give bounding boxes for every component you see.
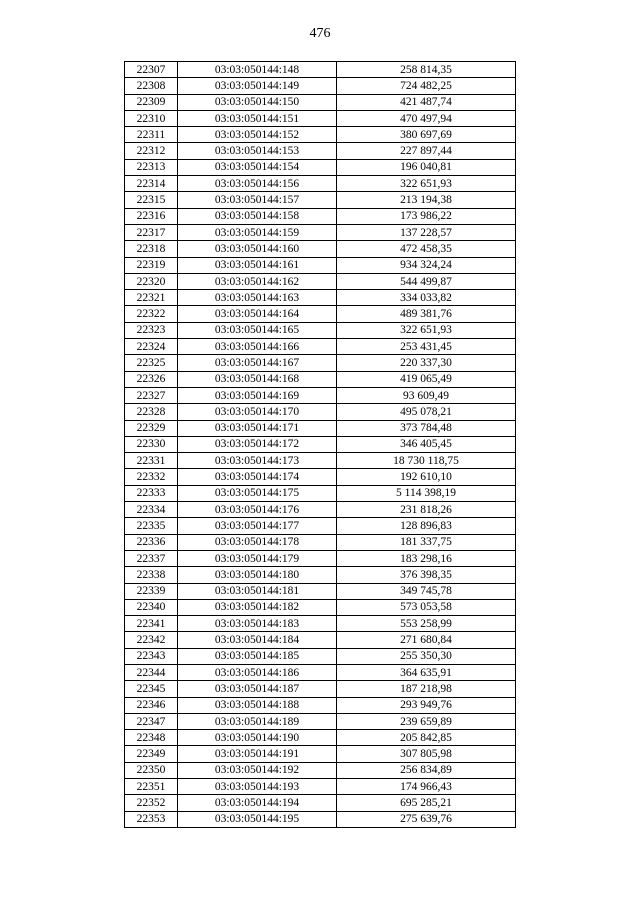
row-number-cell: 22320 <box>125 273 178 289</box>
row-number-cell: 22328 <box>125 404 178 420</box>
cadastral-value-cell: 192 610,10 <box>337 469 516 485</box>
table-row <box>125 632 516 648</box>
table-row <box>125 208 516 224</box>
table-row <box>125 355 516 371</box>
table-row <box>125 648 516 664</box>
row-number-cell: 22333 <box>125 485 178 501</box>
cadastral-value-cell: 220 337,30 <box>337 355 516 371</box>
row-number-cell: 22351 <box>125 779 178 795</box>
table-row <box>125 404 516 420</box>
row-number-cell: 22322 <box>125 306 178 322</box>
cadastral-value-cell: 137 228,57 <box>337 224 516 240</box>
cadastral-number-cell: 03:03:050144:164 <box>178 306 337 322</box>
cadastral-number-cell: 03:03:050144:171 <box>178 420 337 436</box>
cadastral-number-cell: 03:03:050144:180 <box>178 567 337 583</box>
table-row <box>125 795 516 811</box>
table-row <box>125 681 516 697</box>
row-number-cell: 22344 <box>125 664 178 680</box>
cadastral-number-cell: 03:03:050144:163 <box>178 290 337 306</box>
cadastral-value-cell: 255 350,30 <box>337 648 516 664</box>
table-row <box>125 192 516 208</box>
table-row <box>125 224 516 240</box>
row-number-cell: 22336 <box>125 534 178 550</box>
cadastral-value-cell: 256 834,89 <box>337 762 516 778</box>
row-number-cell: 22318 <box>125 241 178 257</box>
table-row <box>125 762 516 778</box>
cadastral-number-cell: 03:03:050144:179 <box>178 550 337 566</box>
cadastral-number-cell: 03:03:050144:165 <box>178 322 337 338</box>
page-number: 476 <box>309 26 331 41</box>
row-number-cell: 22337 <box>125 550 178 566</box>
cadastral-value-cell: 174 966,43 <box>337 779 516 795</box>
cadastral-value-cell: 553 258,99 <box>337 616 516 632</box>
cadastral-number-cell: 03:03:050144:193 <box>178 779 337 795</box>
table-body <box>125 62 516 828</box>
row-number-cell: 22349 <box>125 746 178 762</box>
cadastral-value-cell: 258 814,35 <box>337 62 516 78</box>
cadastral-value-cell: 495 078,21 <box>337 404 516 420</box>
cadastral-number-cell: 03:03:050144:181 <box>178 583 337 599</box>
row-number-cell: 22310 <box>125 110 178 126</box>
cadastral-value-cell: 724 482,25 <box>337 78 516 94</box>
row-number-cell: 22331 <box>125 453 178 469</box>
row-number-cell: 22324 <box>125 339 178 355</box>
cadastral-number-cell: 03:03:050144:184 <box>178 632 337 648</box>
cadastral-value-cell: 231 818,26 <box>337 502 516 518</box>
table-row <box>125 534 516 550</box>
cadastral-number-cell: 03:03:050144:189 <box>178 713 337 729</box>
table-row <box>125 616 516 632</box>
cadastral-number-cell: 03:03:050144:153 <box>178 143 337 159</box>
cadastral-value-cell: 227 897,44 <box>337 143 516 159</box>
row-number-cell: 22311 <box>125 127 178 143</box>
table-row <box>125 469 516 485</box>
row-number-cell: 22339 <box>125 583 178 599</box>
cadastral-value-table <box>124 61 516 828</box>
cadastral-number-cell: 03:03:050144:174 <box>178 469 337 485</box>
cadastral-number-cell: 03:03:050144:151 <box>178 110 337 126</box>
row-number-cell: 22319 <box>125 257 178 273</box>
cadastral-value-cell: 544 499,87 <box>337 273 516 289</box>
row-number-cell: 22317 <box>125 224 178 240</box>
row-number-cell: 22327 <box>125 387 178 403</box>
row-number-cell: 22335 <box>125 518 178 534</box>
table-row <box>125 257 516 273</box>
table-row <box>125 78 516 94</box>
table-row <box>125 306 516 322</box>
row-number-cell: 22309 <box>125 94 178 110</box>
table-row <box>125 664 516 680</box>
row-number-cell: 22340 <box>125 599 178 615</box>
cadastral-value-cell: 322 651,93 <box>337 176 516 192</box>
row-number-cell: 22338 <box>125 567 178 583</box>
cadastral-number-cell: 03:03:050144:170 <box>178 404 337 420</box>
cadastral-value-cell: 364 635,91 <box>337 664 516 680</box>
cadastral-number-cell: 03:03:050144:176 <box>178 502 337 518</box>
cadastral-number-cell: 03:03:050144:160 <box>178 241 337 257</box>
cadastral-number-cell: 03:03:050144:162 <box>178 273 337 289</box>
cadastral-value-cell: 334 033,82 <box>337 290 516 306</box>
cadastral-value-cell: 421 487,74 <box>337 94 516 110</box>
cadastral-value-cell: 18 730 118,75 <box>337 453 516 469</box>
cadastral-value-cell: 349 745,78 <box>337 583 516 599</box>
table-row <box>125 143 516 159</box>
row-number-cell: 22347 <box>125 713 178 729</box>
row-number-cell: 22332 <box>125 469 178 485</box>
cadastral-value-cell: 470 497,94 <box>337 110 516 126</box>
table-row <box>125 436 516 452</box>
row-number-cell: 22334 <box>125 502 178 518</box>
row-number-cell: 22345 <box>125 681 178 697</box>
cadastral-value-cell: 293 949,76 <box>337 697 516 713</box>
table-row <box>125 746 516 762</box>
cadastral-value-cell: 183 298,16 <box>337 550 516 566</box>
cadastral-number-cell: 03:03:050144:192 <box>178 762 337 778</box>
cadastral-number-cell: 03:03:050144:166 <box>178 339 337 355</box>
cadastral-number-cell: 03:03:050144:187 <box>178 681 337 697</box>
cadastral-number-cell: 03:03:050144:185 <box>178 648 337 664</box>
cadastral-value-cell: 5 114 398,19 <box>337 485 516 501</box>
cadastral-value-cell: 253 431,45 <box>337 339 516 355</box>
cadastral-number-cell: 03:03:050144:148 <box>178 62 337 78</box>
cadastral-value-cell: 213 194,38 <box>337 192 516 208</box>
row-number-cell: 22314 <box>125 176 178 192</box>
cadastral-number-cell: 03:03:050144:169 <box>178 387 337 403</box>
row-number-cell: 22307 <box>125 62 178 78</box>
cadastral-value-cell: 187 218,98 <box>337 681 516 697</box>
cadastral-value-cell: 239 659,89 <box>337 713 516 729</box>
cadastral-value-cell: 205 842,85 <box>337 730 516 746</box>
table-row <box>125 273 516 289</box>
cadastral-value-cell: 934 324,24 <box>337 257 516 273</box>
cadastral-value-cell: 380 697,69 <box>337 127 516 143</box>
cadastral-number-cell: 03:03:050144:152 <box>178 127 337 143</box>
table-row <box>125 550 516 566</box>
row-number-cell: 22323 <box>125 322 178 338</box>
cadastral-number-cell: 03:03:050144:168 <box>178 371 337 387</box>
cadastral-value-cell: 173 986,22 <box>337 208 516 224</box>
row-number-cell: 22313 <box>125 159 178 175</box>
row-number-cell: 22342 <box>125 632 178 648</box>
cadastral-number-cell: 03:03:050144:188 <box>178 697 337 713</box>
cadastral-value-cell: 307 805,98 <box>337 746 516 762</box>
cadastral-number-cell: 03:03:050144:157 <box>178 192 337 208</box>
table-row <box>125 730 516 746</box>
cadastral-number-cell: 03:03:050144:182 <box>178 599 337 615</box>
cadastral-number-cell: 03:03:050144:172 <box>178 436 337 452</box>
row-number-cell: 22343 <box>125 648 178 664</box>
row-number-cell: 22308 <box>125 78 178 94</box>
cadastral-value-cell: 181 337,75 <box>337 534 516 550</box>
row-number-cell: 22350 <box>125 762 178 778</box>
cadastral-value-cell: 472 458,35 <box>337 241 516 257</box>
cadastral-value-cell: 93 609,49 <box>337 387 516 403</box>
cadastral-value-cell: 322 651,93 <box>337 322 516 338</box>
cadastral-number-cell: 03:03:050144:194 <box>178 795 337 811</box>
table-row <box>125 176 516 192</box>
table-row <box>125 779 516 795</box>
cadastral-number-cell: 03:03:050144:150 <box>178 94 337 110</box>
table-row <box>125 599 516 615</box>
table-row <box>125 453 516 469</box>
cadastral-number-cell: 03:03:050144:156 <box>178 176 337 192</box>
cadastral-number-cell: 03:03:050144:159 <box>178 224 337 240</box>
table-row <box>125 339 516 355</box>
table-row <box>125 811 516 827</box>
table-row <box>125 502 516 518</box>
table-row <box>125 371 516 387</box>
table-row <box>125 420 516 436</box>
row-number-cell: 22326 <box>125 371 178 387</box>
row-number-cell: 22312 <box>125 143 178 159</box>
cadastral-number-cell: 03:03:050144:161 <box>178 257 337 273</box>
row-number-cell: 22352 <box>125 795 178 811</box>
table-row <box>125 567 516 583</box>
cadastral-number-cell: 03:03:050144:154 <box>178 159 337 175</box>
cadastral-value-cell: 573 053,58 <box>337 599 516 615</box>
row-number-cell: 22346 <box>125 697 178 713</box>
table-row <box>125 583 516 599</box>
table-row <box>125 485 516 501</box>
cadastral-value-cell: 489 381,76 <box>337 306 516 322</box>
cadastral-number-cell: 03:03:050144:195 <box>178 811 337 827</box>
table-row <box>125 518 516 534</box>
row-number-cell: 22316 <box>125 208 178 224</box>
table-row <box>125 697 516 713</box>
cadastral-value-cell: 128 896,83 <box>337 518 516 534</box>
cadastral-number-cell: 03:03:050144:190 <box>178 730 337 746</box>
cadastral-number-cell: 03:03:050144:167 <box>178 355 337 371</box>
table-row <box>125 159 516 175</box>
table-row <box>125 387 516 403</box>
cadastral-value-cell: 196 040,81 <box>337 159 516 175</box>
cadastral-value-cell: 275 639,76 <box>337 811 516 827</box>
cadastral-value-cell: 346 405,45 <box>337 436 516 452</box>
cadastral-value-cell: 271 680,84 <box>337 632 516 648</box>
cadastral-number-cell: 03:03:050144:191 <box>178 746 337 762</box>
cadastral-number-cell: 03:03:050144:175 <box>178 485 337 501</box>
table-row <box>125 110 516 126</box>
row-number-cell: 22315 <box>125 192 178 208</box>
table-row <box>125 322 516 338</box>
row-number-cell: 22353 <box>125 811 178 827</box>
cadastral-number-cell: 03:03:050144:158 <box>178 208 337 224</box>
cadastral-number-cell: 03:03:050144:177 <box>178 518 337 534</box>
cadastral-number-cell: 03:03:050144:178 <box>178 534 337 550</box>
cadastral-value-cell: 695 285,21 <box>337 795 516 811</box>
cadastral-number-cell: 03:03:050144:186 <box>178 664 337 680</box>
table-row <box>125 62 516 78</box>
row-number-cell: 22330 <box>125 436 178 452</box>
cadastral-number-cell: 03:03:050144:149 <box>178 78 337 94</box>
cadastral-number-cell: 03:03:050144:183 <box>178 616 337 632</box>
cadastral-value-cell: 419 065,49 <box>337 371 516 387</box>
row-number-cell: 22348 <box>125 730 178 746</box>
cadastral-value-cell: 376 398,35 <box>337 567 516 583</box>
table-row <box>125 241 516 257</box>
table-row <box>125 713 516 729</box>
row-number-cell: 22341 <box>125 616 178 632</box>
table-row <box>125 127 516 143</box>
cadastral-value-cell: 373 784,48 <box>337 420 516 436</box>
table-row <box>125 290 516 306</box>
row-number-cell: 22329 <box>125 420 178 436</box>
table-row <box>125 94 516 110</box>
row-number-cell: 22325 <box>125 355 178 371</box>
row-number-cell: 22321 <box>125 290 178 306</box>
cadastral-number-cell: 03:03:050144:173 <box>178 453 337 469</box>
